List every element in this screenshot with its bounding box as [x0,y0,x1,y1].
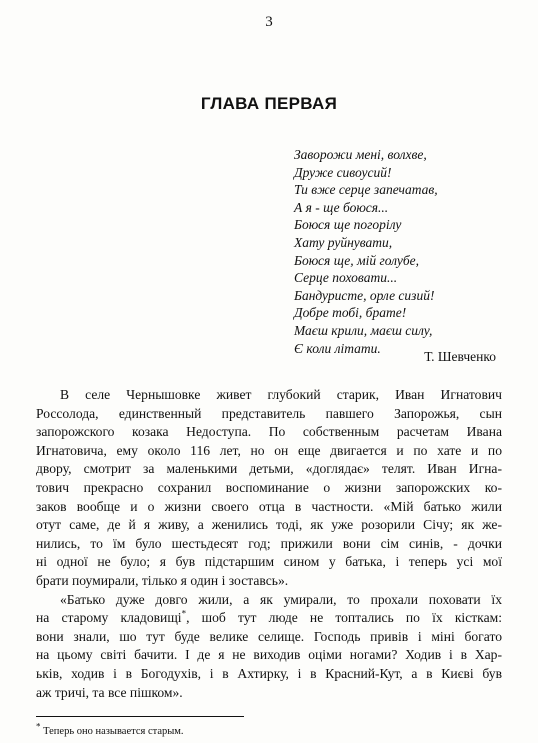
epigraph-line: Друже сивоусий! [294,164,392,180]
epigraph-line: А я - ще боюся... [294,199,389,215]
body-line: Игнатовича, ему около 116 лет, но он еще двигается и по хате и по [36,442,502,458]
body-line: заков вообще и о жизни своего отца в частности. «Мій батько жили [36,498,502,514]
body-line: ьків, ходив і в Богодухів, і в Ахтирку, і в Красний-Кут, а в Києві був [36,665,502,681]
body-line [36,609,502,628]
body-line: Россолода, единственный представитель павшего Запорожья, сын [36,405,502,421]
footnote-mark: * [36,721,41,732]
body-line: В селе Чернышовке живет глубокий старик, Иван Игнатович [60,387,502,402]
epigraph-line: Заворожи мені, волхве, [294,147,427,162]
body-line-part: , шоб тут люде не топтались по їх кісткам: [186,610,502,626]
epigraph-line: Серце поховати... [294,270,398,286]
epigraph-line: Хату руйнувати, [294,234,393,250]
footnote-reference: * [181,609,187,619]
footnote-text: Теперь оно называется старым. [40,726,184,737]
body-line: двору, смотрит за маленькими детьми, «доглядає» телят. Иван Игна- [36,461,502,477]
footnote [36,721,502,737]
body-line: отут саме, де й я живу, а женились тоді, як уже розорили Січу; як же- [36,517,502,533]
body-line: «Батько дуже довго жили, а як умирали, то прохали поховати їх [60,591,502,607]
chapter-title: ГЛАВА ПЕРВАЯ [200,94,338,113]
body-line: нились, то їм було шестьдесят год; прижили вони сім синів, - дочки [36,535,502,551]
body-line: тович прекрасно сохранил воспоминание о жизни запорожских ко- [36,479,502,495]
page-number: 3 [265,14,273,30]
epigraph-line: Добре тобі, брате! [294,305,407,321]
epigraph-line: Бандуристе, орле сизий! [294,287,435,303]
epigraph-line: Боюся ще, мій голубе, [294,252,419,268]
epigraph-line: Маєш крили, маєш силу, [294,322,433,338]
epigraph [294,146,524,357]
body-line: вони знали, шо тут буде велике селище. Господь привів і міні богато [36,628,502,644]
body-line: брати поумирали, тілько я один і зоставсь». [36,572,289,588]
epigraph-line: Є коли літати. [294,340,381,356]
body-line-part: на старому кладовищі [36,610,182,626]
epigraph-author: Т. Шевченко [424,349,496,364]
epigraph-line: Боюся ще погорілу [294,217,402,233]
body-line: запорожского козака Недоступа. По собственным расчетам Ивана [36,424,502,440]
body-line: ні одної не було; я був підстаршим сином у батька, і теперь усі мої [36,554,502,570]
body-line: на цьому світі бачити. І де я не виходив оціми ногами? Ходив і в Хар- [36,647,502,663]
body-line: аж тричі, та все пішком». [36,684,183,700]
epigraph-line: Ти вже серце запечатав, [294,182,438,198]
chapter-body [36,386,502,702]
footnote-divider [36,716,244,717]
